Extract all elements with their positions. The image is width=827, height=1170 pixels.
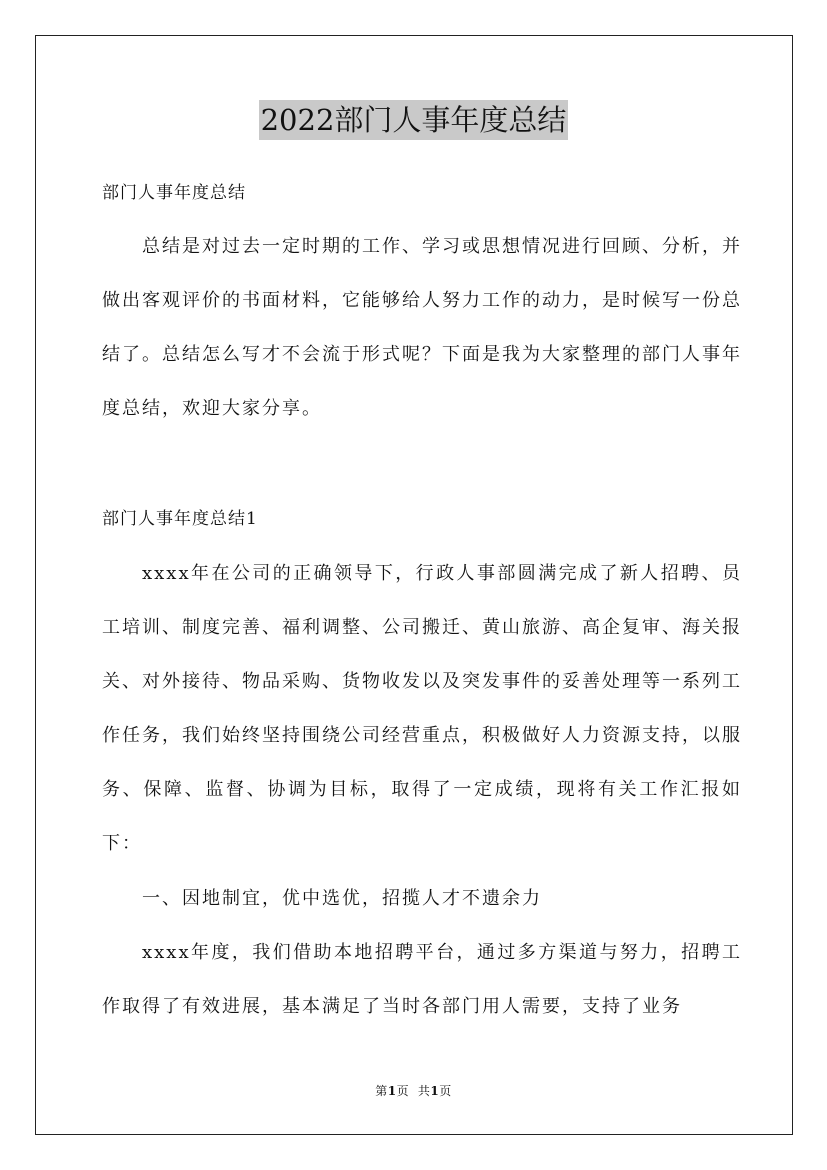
page-footer (0, 1082, 827, 1100)
footer-page-number: 1 (387, 1084, 397, 1098)
point-one-body-paragraph: xxxx年度，我们借助本地招聘平台，通过多方渠道与努力，招聘工作取得了有效进展，基本满足了当时各部门用人需要，支持了业务 (102, 942, 742, 1017)
title-container (0, 100, 827, 140)
footer-total-pages: 1 (430, 1084, 440, 1098)
document-title: 2022部门人事年度总结 (259, 100, 569, 140)
footer-total-prefix: 共 (417, 1084, 431, 1098)
footer-page-suffix: 页 (396, 1084, 410, 1098)
point-one-heading: 一、因地制宜，优中选优，招揽人才不遗余力 (142, 888, 542, 909)
section-heading: 部门人事年度总结1 (102, 509, 258, 529)
footer-page-prefix: 第 (375, 1084, 388, 1098)
intro-paragraph: 总结是对过去一定时期的工作、学习或思想情况进行回顾、分析，并做出客观评价的书面材料，它能够给人努力工作的动力，是时候写一份总结了。总结怎么写才不会流于形式呢？下面是我为大家整理的部门人事年度总结，欢迎大家分享。 (102, 236, 742, 419)
section-body-paragraph: xxxx年在公司的正确领导下，行政人事部圆满完成了新人招聘、员工培训、制度完善、福利调整、公司搬迁、黄山旅游、高企复审、海关报关、对外接待、物品采购、货物收发以及突发事件的妥善处理等一系列工作任务，我们始终坚持围绕公司经营重点，积极做好人力资源支持，以服务、保障、监督、协调为目标，取得了一定成绩，现将有关工作汇报如下： (102, 563, 742, 854)
footer-total-suffix: 页 (439, 1084, 452, 1098)
document-subtitle: 部门人事年度总结 (102, 183, 246, 203)
